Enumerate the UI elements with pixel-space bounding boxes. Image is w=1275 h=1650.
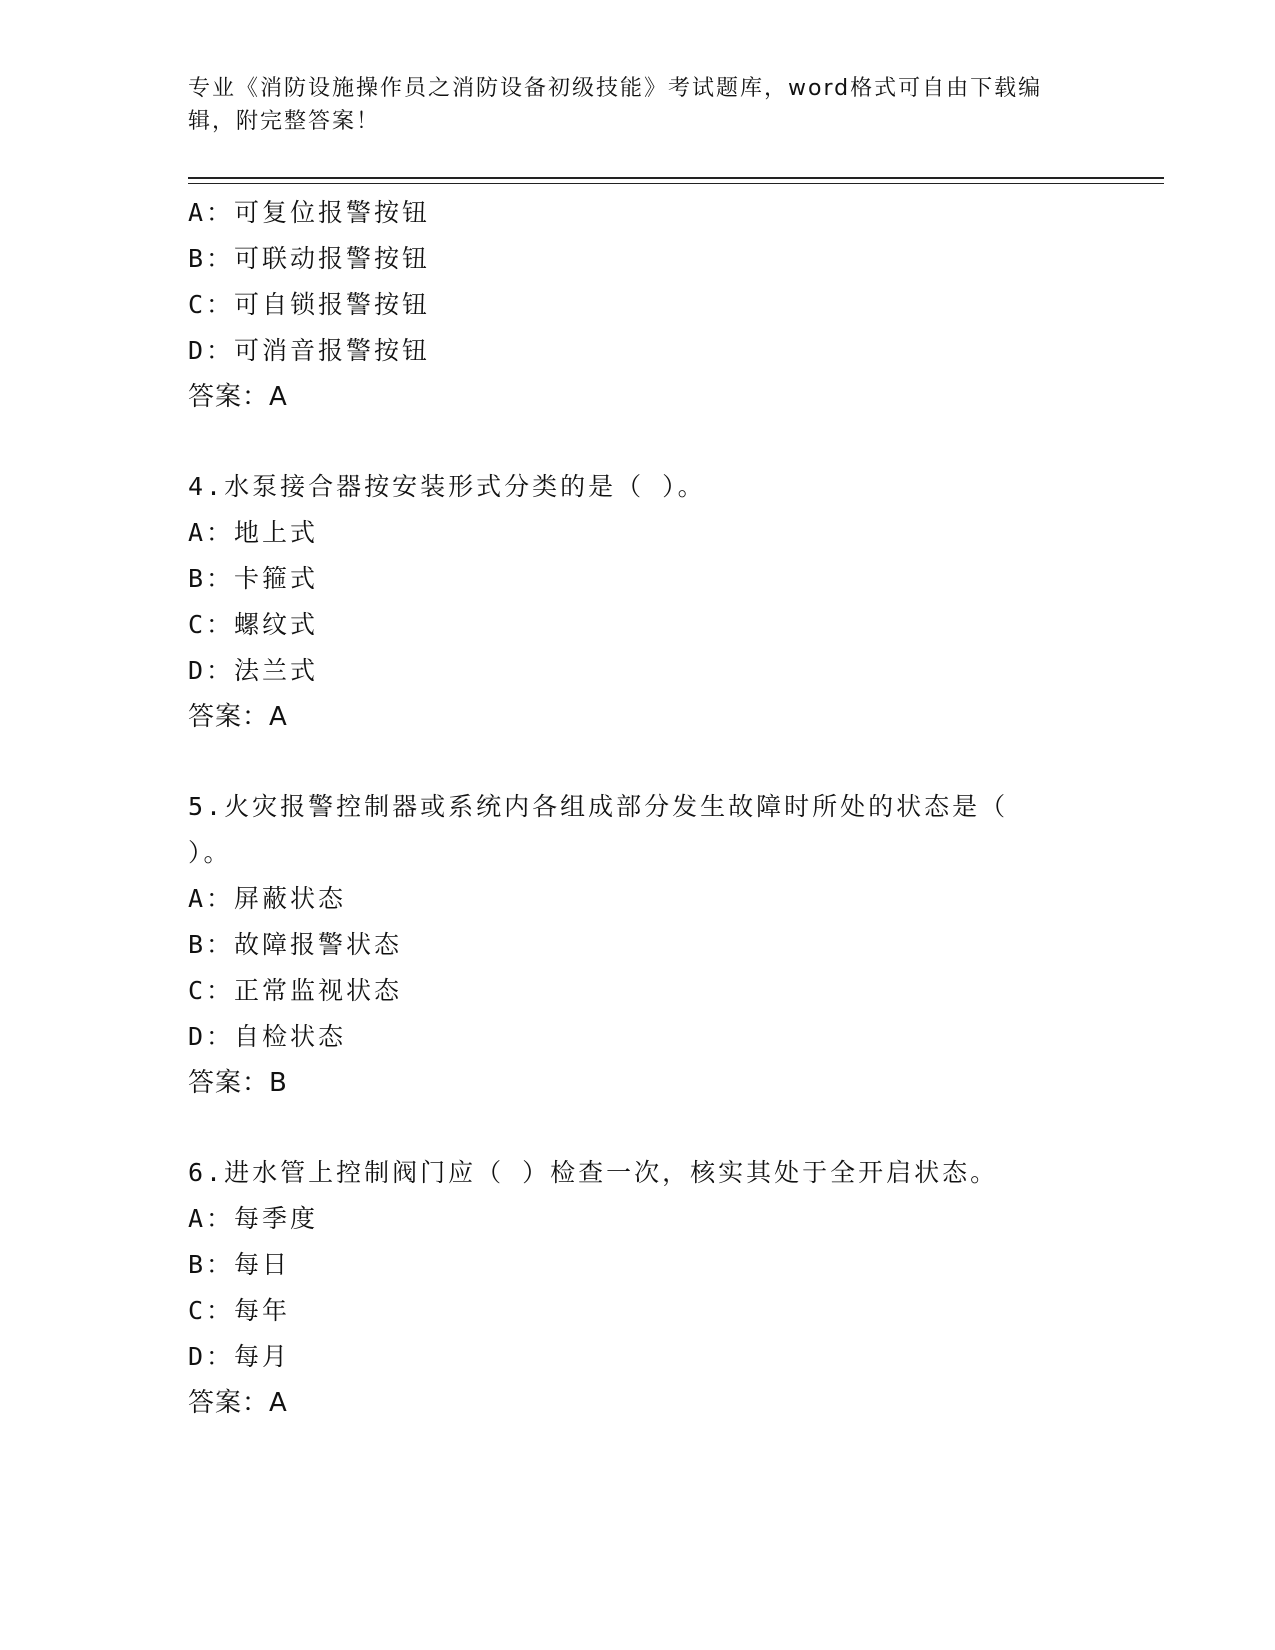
option-c: C：正常监视状态	[188, 976, 403, 1005]
option-d: D：法兰式	[188, 656, 319, 685]
question-6	[188, 1150, 1088, 1426]
option-d: D：每月	[188, 1342, 291, 1371]
header-divider-thick	[188, 177, 1164, 179]
question-3	[188, 190, 1088, 420]
option-c: C：螺纹式	[188, 610, 319, 639]
option-c: C：每年	[188, 1296, 291, 1325]
option-d: D：可消音报警按钮	[188, 336, 431, 365]
option-a: A：屏蔽状态	[188, 884, 347, 913]
answer: 答案：A	[188, 1388, 288, 1418]
option-a: A：地上式	[188, 518, 319, 547]
header-divider-thin	[188, 183, 1164, 184]
question-stem: 4.水泵接合器按安装形式分类的是（ ）。	[188, 472, 706, 501]
question-list	[188, 190, 1088, 1426]
question-5	[188, 784, 1088, 1106]
option-c: C：可自锁报警按钮	[188, 290, 431, 319]
answer: 答案：B	[188, 1068, 288, 1098]
question-4	[188, 464, 1088, 740]
question-stem-line-2: ）。	[188, 838, 232, 867]
option-b: B：卡箍式	[188, 564, 319, 593]
answer: 答案：A	[188, 702, 288, 732]
option-a: A：可复位报警按钮	[188, 198, 431, 227]
option-a: A：每季度	[188, 1204, 319, 1233]
question-stem: 6.进水管上控制阀门应（ ）检查一次，核实其处于全开启状态。	[188, 1158, 999, 1187]
option-b: B：可联动报警按钮	[188, 244, 431, 273]
answer: 答案：A	[188, 382, 288, 412]
document-header: 专业《消防设施操作员之消防设备初级技能》考试题库，word格式可自由下载编辑，附完整答案！	[188, 76, 1043, 134]
question-stem-line-1: 5.火灾报警控制器或系统内各组成部分发生故障时所处的状态是（	[188, 792, 1009, 821]
option-b: B：每日	[188, 1250, 291, 1279]
option-b: B：故障报警状态	[188, 930, 403, 959]
option-d: D：自检状态	[188, 1022, 347, 1051]
